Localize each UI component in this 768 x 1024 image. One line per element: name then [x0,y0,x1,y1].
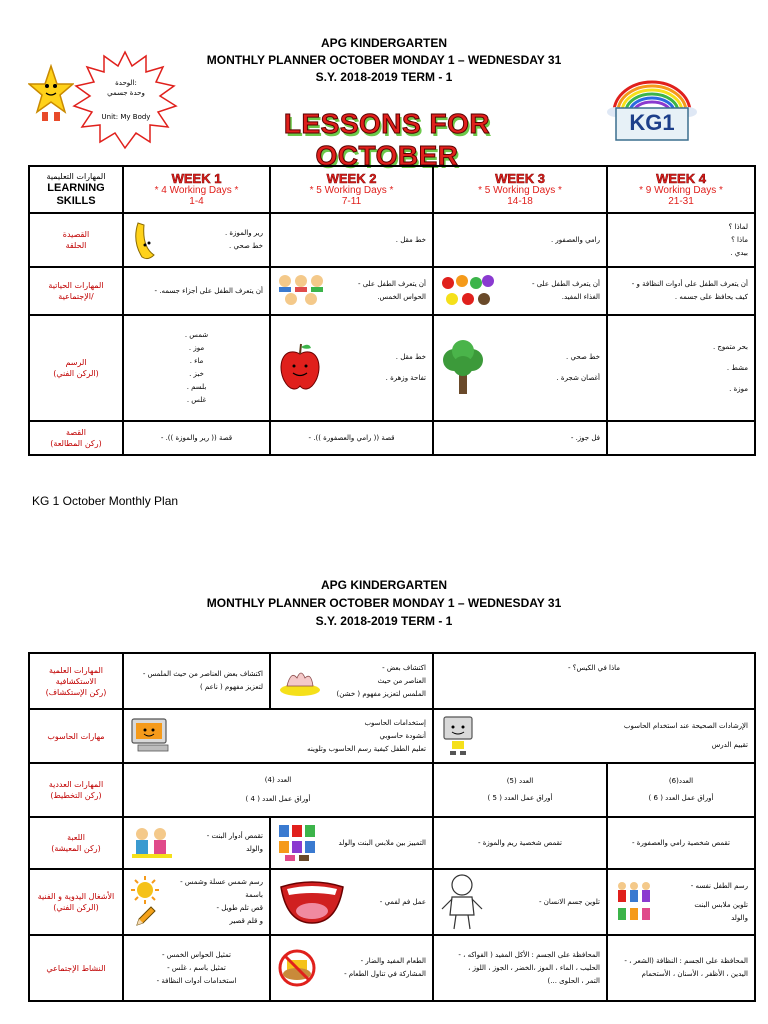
unit-name-ar: وحدة جسمي [107,89,145,97]
planner-title: MONTHLY PLANNER OCTOBER MONDAY 1 – WEDNESDAY 31 [206,53,562,67]
play-week-2-cell [270,817,433,869]
row-label-line: اللعبة [67,833,85,842]
table-row [29,763,755,817]
five-senses-icon [277,273,325,309]
cell-line: رسم شمس عسلة وشمس - [180,878,263,886]
table-row [29,935,755,1001]
math-weeks-1-2-cell [123,763,433,817]
week-3-title: WEEK 3 [495,171,545,186]
row-label-social [29,935,123,1001]
cell-line: اليدين ، الأظفر ، الأسنان ، الأستحمام [641,970,748,978]
pencil-icon [133,905,157,929]
life-week-4-cell [607,267,755,315]
cell-line: الملمس لتعزيز مفهوم ( خشن) [336,689,426,698]
cell-line: خبز . [189,370,204,378]
learning-skills-ar: المهارات التعليمية [46,172,106,181]
cell-line: ماذا ؟ [731,235,748,244]
cell-line: بحر متموج . [712,342,748,351]
computer-weeks-3-4-cell [433,709,755,763]
cell-line: تمثيل الحواس الخمس - [162,950,231,959]
row-label-line: (ركن المطالعة) [50,439,102,448]
week-1-header [123,166,270,213]
science-week-1-cell [123,653,270,709]
cell-line: عمل فم لفمي - [379,897,426,906]
star-mascot-icon [28,64,74,124]
play-week-4-cell [607,817,755,869]
cell-line: قصة (( رامي والعصفورة )). - [308,433,395,442]
table-row [29,709,755,763]
cell-line: مشط . [726,363,748,372]
week-1-days: * 4 Working Days * [154,185,239,196]
october-lessons-table [28,165,756,456]
cell-line: الحواس الخمس. [377,293,426,301]
planner-title-2: MONTHLY PLANNER OCTOBER MONDAY 1 – WEDNESDAY 31 [206,596,562,610]
life-week-2-cell [270,267,433,315]
learning-skills-header [29,166,123,213]
cell-line: ماذا في الكيس؟ - [567,663,621,672]
cell-line: اكتشاف بعض - [382,663,426,672]
table-row [29,213,755,267]
week-1-range: 1-4 [189,196,204,207]
unit-badge-text [86,78,166,122]
crafts-week-1-cell [123,869,270,935]
row-label-line: مهارات الحاسوب [47,731,105,741]
science-weeks-3-4-cell [433,653,755,709]
term-line: S.Y. 2018-2019 TERM - 1 [315,70,453,84]
week-header-row [29,166,755,213]
drawing-week-2-cell [270,315,433,421]
cell-line: استخدامات أدوات النظافة - [156,976,237,985]
cell-line: تلوين ملابس البنت [694,900,748,909]
drawing-week-1-cell [123,315,270,421]
social-week-4-cell [607,935,755,1001]
table-row [29,869,755,935]
cell-line: المحافظة على الجسم : الأكل المفيد ( الفواكه ، - [458,950,600,959]
cell-line: خط مقل . [395,235,426,244]
drawing-week-3-cell [433,315,607,421]
cell-line: تمثيل باسم ، غلس - [167,963,226,972]
row-label-line: (ركن الإستكشاف) [45,687,107,697]
row-label-line: الاستكشافية [55,676,97,686]
poem-week-4-cell [607,213,755,267]
story-week-2-cell [270,421,433,455]
cell-line: خط صحي . [566,353,600,361]
unit-label-ar: الوحدة: [115,79,137,87]
cell-line: تقمص شخصية رامي والعصفورة - [632,838,730,847]
cell-line: تفاحة وزهرة . [385,374,426,382]
kids-figures-icon [614,880,654,924]
cell-line: أوراق عمل العدد ( 6 ) [648,794,714,802]
computer-mascot-icon [440,715,476,757]
social-week-2-cell [270,935,433,1001]
row-label-line: (ركن التخطيط) [50,791,102,800]
no-junk-food-icon [277,948,317,988]
row-label-line: المهارات الحياتية [48,281,104,290]
school-name-2: APG KINDERGARTEN [320,578,447,592]
life-week-3-cell [433,267,607,315]
cell-line: تلوين جسم الانسان - [539,897,600,906]
cell-line: موزة . [729,384,748,393]
cell-line: أن يتعرف الطفل على أدوات النظافة و - [631,280,748,288]
cell-line: و قلم قصير [229,917,263,925]
cell-line: العدد(6) [668,777,694,785]
row-label-math [29,763,123,817]
cell-line: فل جوز. - [570,433,600,442]
life-week-1-cell [123,267,270,315]
cell-line: بلسم . [186,383,207,391]
kg1-logo-text: KG1 [629,110,675,135]
cell-line: شمس . [184,331,209,339]
week-3-range: 14-18 [507,196,533,207]
school-name: APG KINDERGARTEN [320,36,447,50]
week-2-title: WEEK 2 [326,171,377,186]
poem-week-3-cell [433,213,607,267]
crafts-week-2-cell [270,869,433,935]
tree-icon [440,340,486,396]
week-2-days: * 5 Working Days * [309,185,394,196]
cell-line: التمييز بين ملابس البنت والولد [338,838,426,847]
row-label-crafts [29,869,123,935]
math-week-3-cell [433,763,607,817]
week-1-title: WEEK 1 [171,171,222,186]
mouth-icon [277,877,347,927]
cell-line: الطعام المفيد والضار - [360,957,426,965]
week-2-range: 7-11 [341,196,362,207]
row-label-drawing [29,315,123,421]
children-playing-icon [130,826,174,860]
cell-line: خط مقل . [395,353,426,361]
week-2-header [270,166,433,213]
week-4-days: * 9 Working Days * [639,185,723,196]
row-label-computer [29,709,123,763]
cell-line: رسم الطفل نفسه - [690,881,748,890]
science-week-2-cell [270,653,433,709]
cell-line: العناصر من حيث [377,676,426,685]
cell-line: خط صحي . [229,242,263,250]
week-3-header [433,166,607,213]
cell-line: قصة (( رير والموزة )). - [160,433,233,442]
table-row [29,267,755,315]
poem-week-1-cell [123,213,270,267]
table-row [29,315,755,421]
clothes-icon [277,823,317,863]
apple-icon [277,342,323,394]
cell-line: المحافظة على الجسم : النظافة (الشعر ، - [624,957,748,965]
sun-icon [130,875,160,905]
drawing-week-4-cell [607,315,755,421]
week-4-header [607,166,755,213]
lessons-banner: LESSONS FOR OCTOBER [283,108,491,171]
row-label-line: (ركن المعيشة) [51,844,101,853]
row-label-line: الرسم [65,358,87,367]
week-4-title: WEEK 4 [656,171,706,186]
row-label-line: /الإجتماعية [58,292,94,301]
row-label-line: المهارات العلمية [48,665,104,675]
caption: KG 1 October Monthly Plan [32,494,179,508]
cell-line: لماذا ؟ [728,222,748,231]
table-row [29,817,755,869]
learning-skills-en: LEARNING SKILLS [47,182,105,207]
cell-line: والولد [731,913,748,922]
cell-line: أوراق عمل العدد ( 4 ) [245,795,311,803]
row-label-line: (الركن الفني) [53,369,99,378]
week-4-range: 21-31 [668,196,694,207]
cell-line: أن يتعرف الطفل على - [531,280,600,288]
cell-line: باسمة [245,891,263,899]
story-week-3-cell [433,421,607,455]
cell-line: تعليم الطفل كيفية رسم الحاسوب وتلوينه [307,744,426,753]
cell-line: موز . [188,344,205,352]
row-label-story [29,421,123,455]
cell-line: أن يتعرف الطفل على - [357,280,426,288]
cell-line: الغذاء المفيد. [561,293,600,301]
cell-line: ماء . [189,357,204,365]
cell-line: أغصان شجرة . [556,374,600,382]
row-label-line: (الركن الفني) [53,903,99,912]
unit-name-en: Unit: My Body [101,113,151,121]
cell-line: الإرشادات الصحيحة عند استخدام الحاسوب [623,722,748,730]
table-row [29,653,755,709]
table-row [29,421,755,455]
row-label-line: الأشغال اليدوية و الفنية [37,892,115,901]
cell-line: المشاركة في تناول الطعام - [344,970,426,978]
banana-icon [130,219,160,261]
term-line-2: S.Y. 2018-2019 TERM - 1 [315,614,453,628]
story-week-1-cell [123,421,270,455]
poem-week-2-cell [270,213,433,267]
row-label-line: الحلقة [65,241,87,250]
cell-line: أنشودة حاسوبي [379,731,426,740]
crafts-week-3-cell [433,869,607,935]
week-3-days: * 5 Working Days * [478,185,562,196]
cell-line: العدد (5) [506,777,534,785]
story-week-4-cell [607,421,755,455]
cell-line: غلس . [186,396,207,404]
row-label-line: القصة [66,428,86,437]
row-label-line: النشاط الإجتماعي [46,963,106,973]
crafts-week-4-cell [607,869,755,935]
healthy-food-icon [440,273,496,309]
touch-hands-icon [277,664,323,698]
cell-line: والولد [246,845,263,853]
social-week-1-cell [123,935,270,1001]
cell-line: إستخدامات الحاسوب [364,718,426,727]
play-week-3-cell [433,817,607,869]
cell-line: الحليب ، الماء ، الموز ،الخضر ، الجوز ، اللوز ، [468,963,600,972]
cell-line: أن يتعرف الطفل على أجزاء جسمه. - [154,286,263,295]
cell-line: كيف يحافظ على جسمه . [674,293,748,301]
cell-line: قص تلم طويل - [216,904,263,912]
row-label-poem [29,213,123,267]
cell-line: تقمص شخصية ريم والموزة - [477,838,562,847]
row-label-science [29,653,123,709]
october-activities-table [28,652,756,1002]
body-outline-icon [440,873,484,931]
computer-icon [130,717,174,755]
cell-line: رير والموزة . [224,229,263,237]
computer-weeks-1-2-cell [123,709,433,763]
cell-line: رامي والعصفور . [550,235,600,244]
cell-line: تقمص أدوار البنت - [206,832,263,840]
row-label-play [29,817,123,869]
cell-line: بيدي . [730,248,748,257]
row-label-life-skills [29,267,123,315]
row-label-line: المهارات العددية [48,780,104,789]
social-week-3-cell [433,935,607,1001]
cell-line: العدد (4) [264,776,292,784]
play-week-1-cell [123,817,270,869]
math-week-4-cell [607,763,755,817]
cell-line: تقييم الدرس [711,741,748,749]
cell-line: أوراق عمل العدد ( 5 ) [487,794,553,802]
row-label-line: القصيدة [62,230,90,239]
cell-line: اكتشاف بعض العناصر من حيث الملمس - [142,670,263,678]
cell-line: التمر ، الحلوى ...) [547,976,600,985]
cell-line: لتعزيز مفهوم ( ناعم ) [199,683,263,691]
